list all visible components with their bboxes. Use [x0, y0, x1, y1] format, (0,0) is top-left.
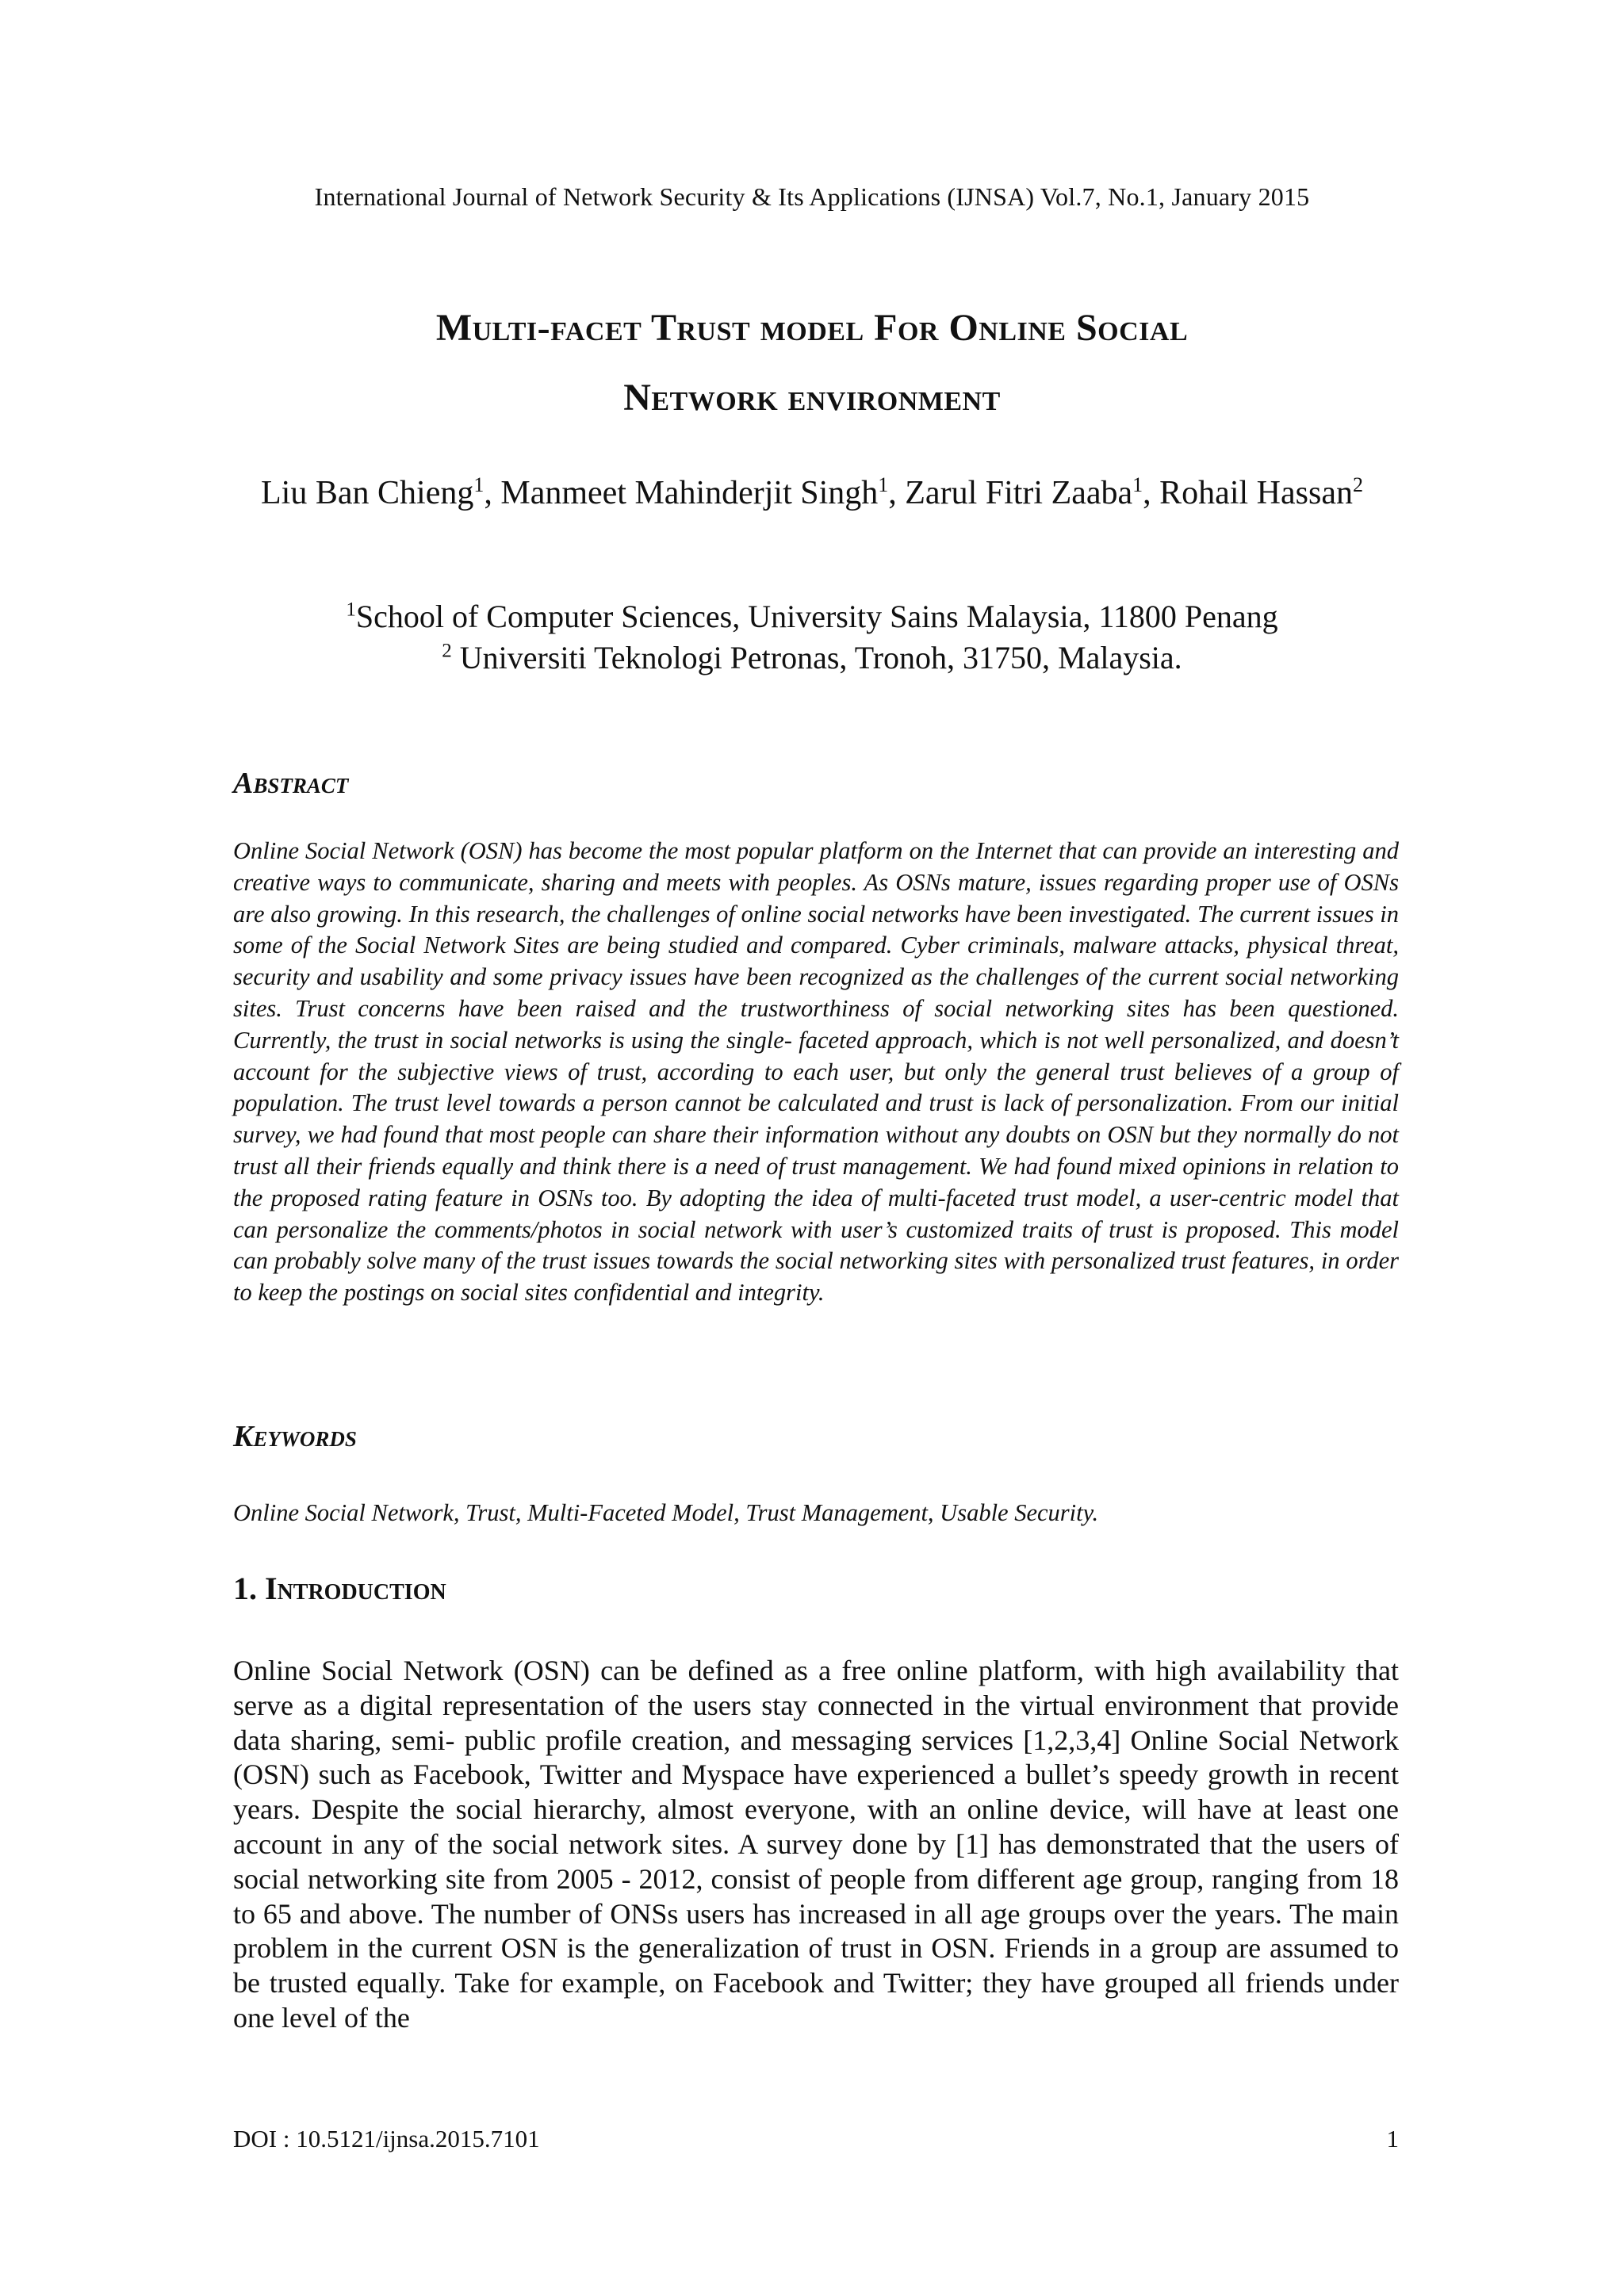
- abstract-text: Online Social Network (OSN) has become the most popular platform on the Internet that can provide an interesting and creative ways to communicate, sharing and meets with peoples. As OSNs mature, issues regarding proper use of OSNs are also growing. In this research, the challenges of online social networks have been investigated. The current issues in some of the Social Network Sites are being studied and compared. Cyber criminals, malware attacks, physical threat, security and usability and some privacy issues have been recognized as the challenges of the current social networking sites. Trust concerns have been raised and the trustworthiness of social networking sites has been questioned. Currently, the trust in social networks is using the single- faceted approach, which is not well personalized, and doesn’t account for the subjective views of trust, according to each user, but only the general trust believes of a group of population. The trust level towards a person cannot be calculated and trust is lack of personalization. From our initial survey, we had found that most people can share their information without any doubts on OSN but they normally do not trust all their friends equally and think there is a need of trust management. We had found mixed opinions in relation to the proposed rating feature in OSNs too. By adopting the idea of multi-faceted trust model, a user-centric model that can personalize the comments/photos in social network with user’s customized traits of trust is proposed. This model can probably solve many of the trust issues towards the social networking sites with personalized trust features, in order to keep the postings on social sites confidential and integrity.: [233, 837, 1399, 1307]
- keywords-text: Online Social Network, Trust, Multi-Faceted Model, Trust Management, Usable Security.: [233, 1499, 1099, 1526]
- affiliation-list: [238, 596, 1386, 679]
- author-name: Liu Ban Chieng: [261, 475, 474, 511]
- abstract-heading: Abstract: [233, 767, 349, 800]
- author-list: Liu Ban Chieng$^1$, Manmeet Mahinderjit Singh$^1$, Zarul Fitri Zaaba$^1$, Rohail Hassan$^2$: [261, 473, 1363, 511]
- affiliation-mark: 1: [346, 599, 356, 621]
- keywords-heading: Keywords: [233, 1420, 357, 1453]
- affiliation-mark: 2: [442, 640, 452, 662]
- footer-doi: DOI : 10.5121/ijnsa.2015.7101: [233, 2125, 540, 2152]
- affiliation-line: [238, 637, 1386, 679]
- author-name: Zarul Fitri Zaaba: [905, 475, 1133, 511]
- paper-title: [159, 293, 1465, 433]
- author-name: Manmeet Mahinderjit Singh: [500, 475, 879, 511]
- running-header: International Journal of Network Security & Its Applications (IJNSA) Vol.7, No.1, January 2015: [314, 182, 1310, 211]
- affiliation-line: [238, 596, 1386, 637]
- author-affiliation-mark: 1: [1132, 473, 1143, 496]
- introduction-heading: 1. Introduction: [233, 1571, 446, 1606]
- author-name: Rohail Hassan: [1159, 475, 1353, 511]
- page-number: 1: [1386, 2125, 1399, 2152]
- author-affiliation-mark: 1: [473, 473, 485, 496]
- title-line-2: Network environment: [623, 377, 1001, 419]
- affiliation-text: School of Computer Sciences, University Sains Malaysia, 11800 Penang: [355, 599, 1278, 634]
- title-line-1: Multi-facet Trust model For Online Social: [435, 307, 1189, 349]
- author-affiliation-mark: 1: [878, 473, 889, 496]
- author-affiliation-mark: 2: [1352, 473, 1363, 496]
- introduction-text: Online Social Network (OSN) can be defined as a free online platform, with high availability that serve as a digital representation of the users stay connected in the virtual environment that provide data sharing, semi- public profile creation, and messaging services [1,2,3,4] Online Social Network (OSN) such as Facebook, Twitter and Myspace have experienced a bullet’s speedy growth in recent years. Despite the social hierarchy, almost everyone, with an online device, will have at least one account in any of the social network sites. A survey done by [1] has demonstrated that the users of social networking site from 2005 - 2012, consist of people from different age group, ranging from 18 to 65 and above. The number of ONSs users has increased in all age groups over the years. The main problem in the current OSN is the generalization of trust in OSN. Friends in a group are assumed to be trusted equally. Take for example, on Facebook and Twitter; they have grouped all friends under one level of the: [233, 1655, 1399, 2034]
- affiliation-text: Universiti Teknologi Petronas, Tronoh, 31750, Malaysia.: [451, 640, 1182, 675]
